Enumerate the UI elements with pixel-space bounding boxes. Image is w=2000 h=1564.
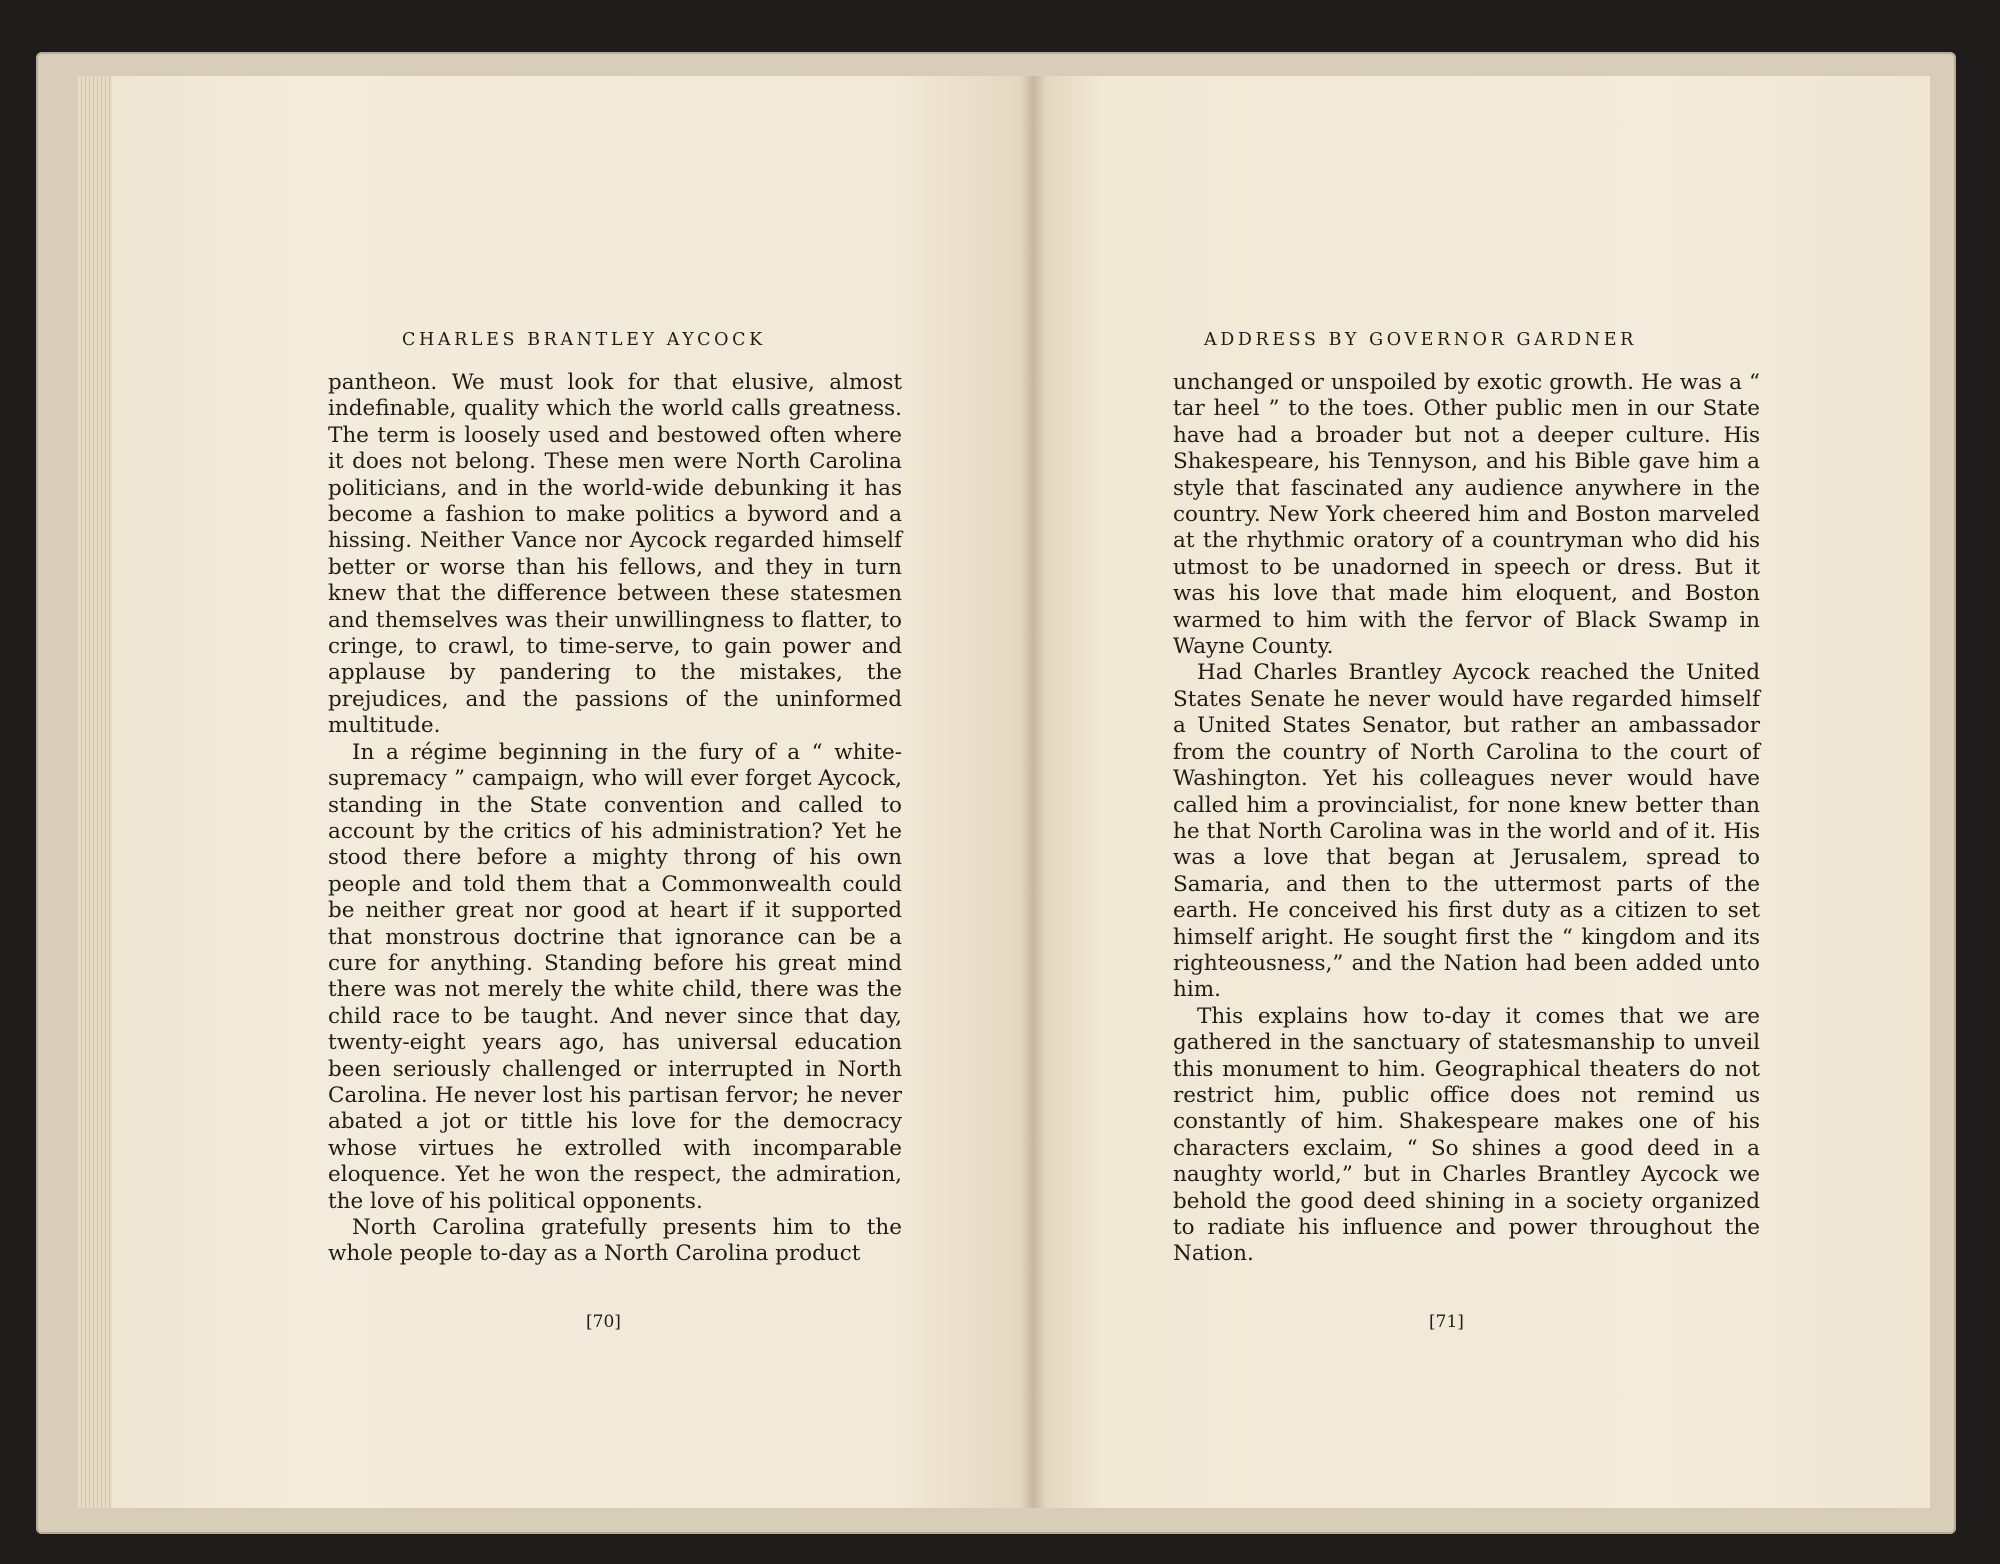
left-page [112, 76, 1032, 1508]
left-paragraph: pantheon. We must look for that elusive, almost indefinable, quality which the world calls greatness. The term is loosely used and bestowed often where it does not belong. These men were North Carolina politicians, and in the world-wide debunking it has become a fashion to make politics a byword and a hissing. Neither Vance nor Aycock regarded himself better or worse than his fellows, and they in turn knew that the difference between these statesmen and themselves was their unwillingness to flatter, to cringe, to crawl, to time-serve, to gain power and applause by pandering to the mistakes, the prejudices, and the passions of the uninformed multitude. [328, 370, 902, 739]
right-page-text [1173, 370, 1760, 1268]
left-paragraph: In a régime beginning in the fury of a “ white-supremacy ” campaign, who will ever forget Aycock, standing in the State convention and called to account by the critics of his administration? Yet he stood there before a mighty throng of his own people and told them that a Commonwealth could be neither great nor good at heart if it supported that monstrous doctrine that ignorance can be a cure for anything. Standing before his great mind there was not merely the white child, there was the child race to be taught. And never since that day, twenty-eight years ago, has universal education been seriously challenged or interrupted in North Carolina. He never lost his partisan fervor; he never abated a jot or tittle his love for the democracy whose virtues he extrolled with incomparable eloquence. Yet he won the respect, the admiration, the love of his political opponents. [328, 739, 902, 1214]
right-paragraph: unchanged or unspoiled by exotic growth. He was a “ tar heel ” to the toes. Other public men in our State have had a broader but not a deeper culture. His Shakespeare, his Tennyson, and his Bible gave him a style that fascinated any audience anywhere in the country. New York cheered him and Boston marveled at the rhythmic oratory of a countryman who did his utmost to be unadorned in speech or dress. But it was his love that made him eloquent, and Boston warmed to him with the fervor of Black Swamp in Wayne County. [1173, 370, 1760, 660]
left-page-text [328, 370, 902, 1268]
right-paragraph: This explains how to-day it comes that we are gathered in the sanctuary of statesmanship to unveil this monument to him. Geographical theaters do not restrict him, public office does not remind us constantly of him. Shakespeare makes one of his characters exclaim, “ So shines a good deed in a naughty world,” but in Charles Brantley Aycock we behold the good deed shining in a society organized to radiate his influence and power throughout the Nation. [1173, 1003, 1760, 1267]
left-running-head: CHARLES BRANTLEY AYCOCK [402, 330, 766, 350]
left-page-number: [70] [586, 1312, 621, 1332]
right-running-head: ADDRESS BY GOVERNOR GARDNER [1204, 330, 1637, 350]
right-paragraph: Had Charles Brantley Aycock reached the United States Senate he never would have regarded himself a United States Senator, but rather an ambassador from the country of North Carolina to the court of Washington. Yet his colleagues never would have called him a provincialist, for none knew better than he that North Carolina was in the world and of it. His was a love that began at Jerusalem, spread to Samaria, and then to the uttermost parts of the earth. He conceived his first duty as a citizen to set himself aright. He sought first the “ kingdom and its righteousness,” and the Nation had been added unto him. [1173, 660, 1760, 1003]
left-paragraph: North Carolina gratefully presents him to the whole people to-day as a North Carolina product [328, 1215, 902, 1267]
right-page [1032, 76, 1930, 1508]
book-gutter [1020, 76, 1046, 1508]
right-page-number: [71] [1429, 1312, 1464, 1332]
